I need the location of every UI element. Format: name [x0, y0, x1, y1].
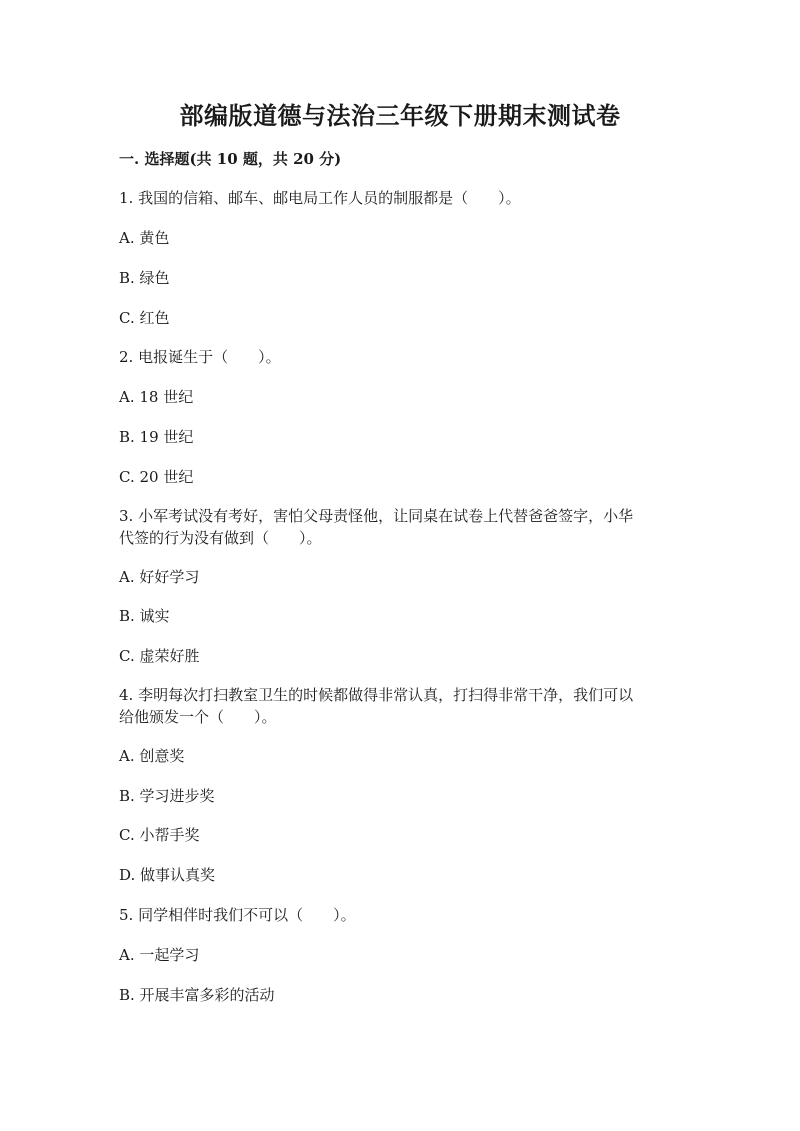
question-1-text: 1. 我国的信箱、邮车、邮电局工作人员的制服都是（ ）。	[119, 189, 521, 207]
question-4-text-line-1: 4. 李明每次打扫教室卫生的时候都做得非常认真，打扫得非常干净，我们可以	[119, 686, 634, 704]
question-3-option-a: A. 好好学习	[119, 568, 200, 586]
question-4-option-a: A. 创意奖	[119, 747, 185, 765]
question-5-text: 5. 同学相伴时我们不可以（ ）。	[119, 906, 356, 924]
question-1-option-b: B. 绿色	[119, 269, 170, 287]
question-3-option-c: C. 虚荣好胜	[119, 647, 200, 665]
question-1-option-a: A. 黄色	[119, 229, 170, 247]
question-2-option-b: B. 19 世纪	[119, 428, 194, 446]
question-5-option-a: A. 一起学习	[119, 946, 200, 964]
question-4-option-d: D. 做事认真奖	[119, 866, 216, 884]
question-2-option-c: C. 20 世纪	[119, 468, 194, 486]
question-2-option-a: A. 18 世纪	[119, 388, 194, 406]
question-2-text: 2. 电报诞生于（ ）。	[119, 348, 281, 366]
question-4-option-c: C. 小帮手奖	[119, 826, 200, 844]
question-1-option-c: C. 红色	[119, 309, 170, 327]
question-3-text-line-2: 代签的行为没有做到（ ）。	[119, 529, 322, 547]
question-5-option-b: B. 开展丰富多彩的活动	[119, 986, 275, 1004]
question-3-text-line-1: 3. 小军考试没有考好，害怕父母责怪他，让同桌在试卷上代替爸爸签字，小华	[119, 507, 634, 525]
question-4-option-b: B. 学习进步奖	[119, 787, 215, 805]
question-3-option-b: B. 诚实	[119, 607, 170, 625]
document-title: 部编版道德与法治三年级下册期末测试卷	[179, 101, 621, 130]
question-4-text-line-2: 给他颁发一个（ ）。	[119, 708, 277, 726]
section-header: 一. 选择题(共 10 题，共 20 分)	[119, 150, 342, 168]
